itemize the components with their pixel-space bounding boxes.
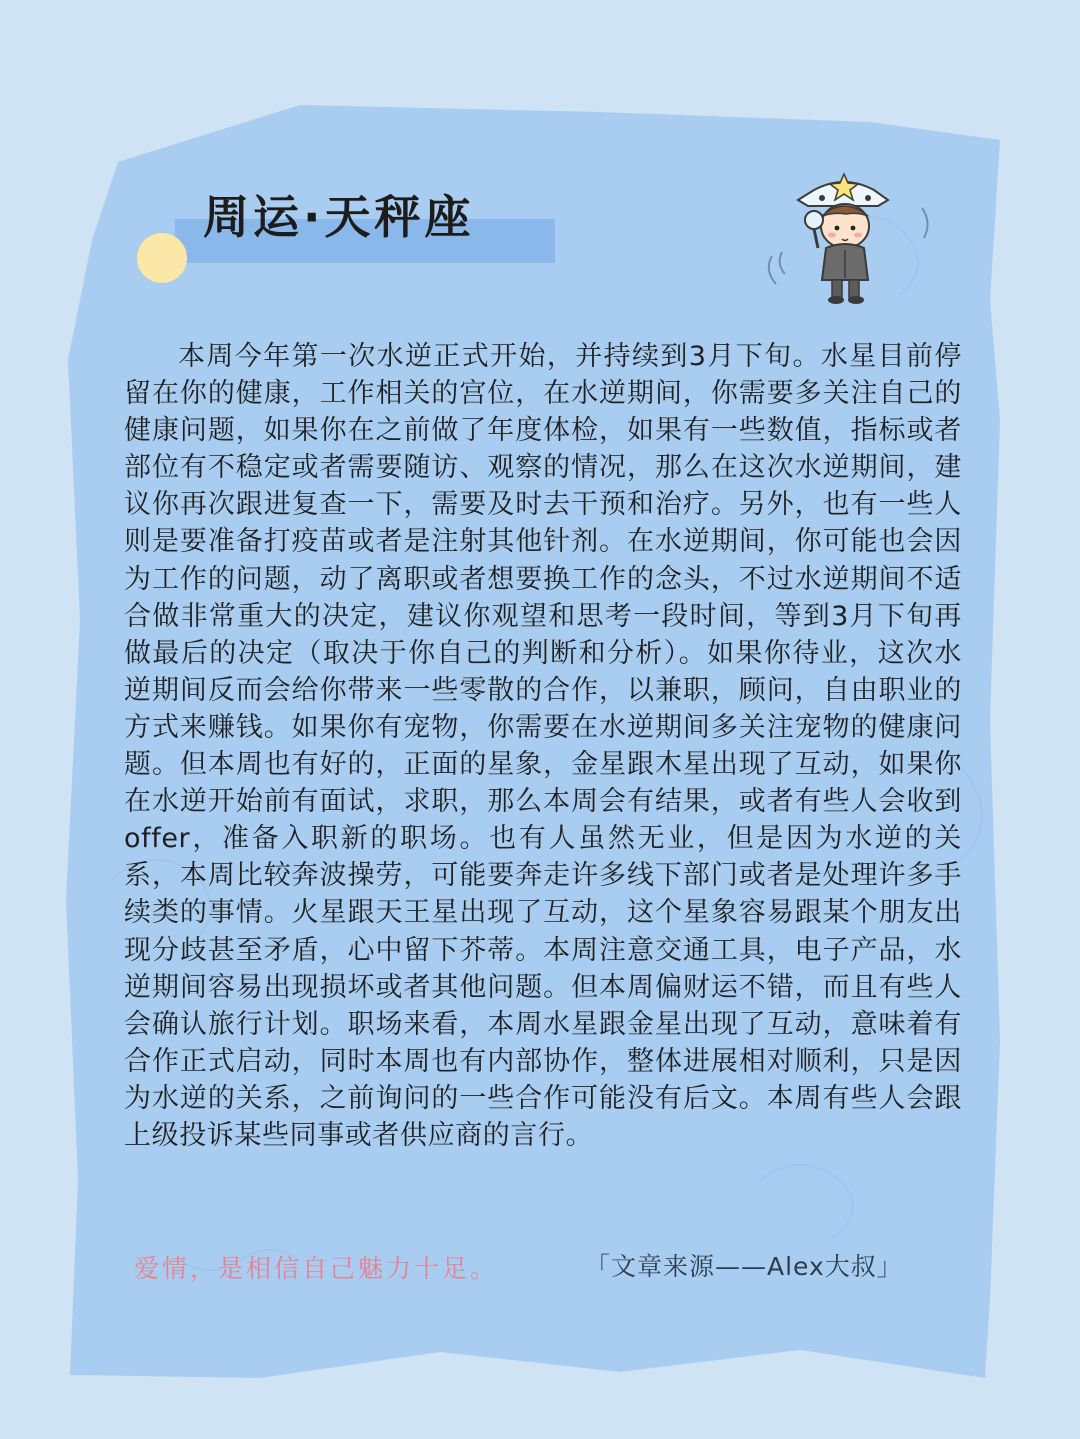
page-title: 周运·天秤座 [203,190,475,244]
love-line: 爱情，是相信自己魅力十足。 [134,1254,499,1283]
title-dot [137,233,187,283]
astrologer-mascot-icon [752,168,942,308]
source-credit: 「文章来源——Alex大叔」 [585,1252,903,1281]
article-body: 本周今年第一次水逆正式开始，并持续到3月下旬。水星目前停留在你的健康，工作相关的宫位，在水逆期间，你需要多关注自己的健康问题，如果你在之前做了年度体检，如果有一些数值，指标或者部位有不稳定或者需要随访、观察的情况，那么在这次水逆期间，建议你再次跟进复查一下，需要及时去干预和治疗。另外，也有一些人则是要准备打疫苗或者是注射其他针剂。在水逆期间，你可能也会因为工作的问题，动了离职或者想要换工作的念头，不过水逆期间不适合做非常重大的决定，建议你观望和思考一段时间，等到3月下旬再做最后的决定（取决于你自己的判断和分析）。如果你待业，这次水逆期间反而会给你带来一些零散的合作，以兼职，顾问，自由职业的方式来赚钱。如果你有宠物，你需要在水逆期间多关注宠物的健康问题。但本周也有好的，正面的星象，金星跟木星出现了互动，如果你在水逆开始前有面试，求职，那么本周会有结果，或者有些人会收到offer，准备入职新的职场。也有人虽然无业，但是因为水逆的关系，本周比较奔波操劳，可能要奔走许多线下部门或者是处理许多手续类的事情。火星跟天王星出现了互动，这个星象容易跟某个朋友出现分歧甚至矛盾，心中留下芥蒂。本周注意交通工具，电子产品，水逆期间容易出现损坏或者其他问题。但本周偏财运不错，而且有些人会确认旅行计划。职场来看，本周水星跟金星出现了互动，意味着有合作正式启动，同时本周也有内部协作，整体进展相对顺利，只是因为水逆的关系，之前询问的一些合作可能没有后文。本周有些人会跟上级投诉某些同事或者供应商的言行。 [124,341,962,1151]
